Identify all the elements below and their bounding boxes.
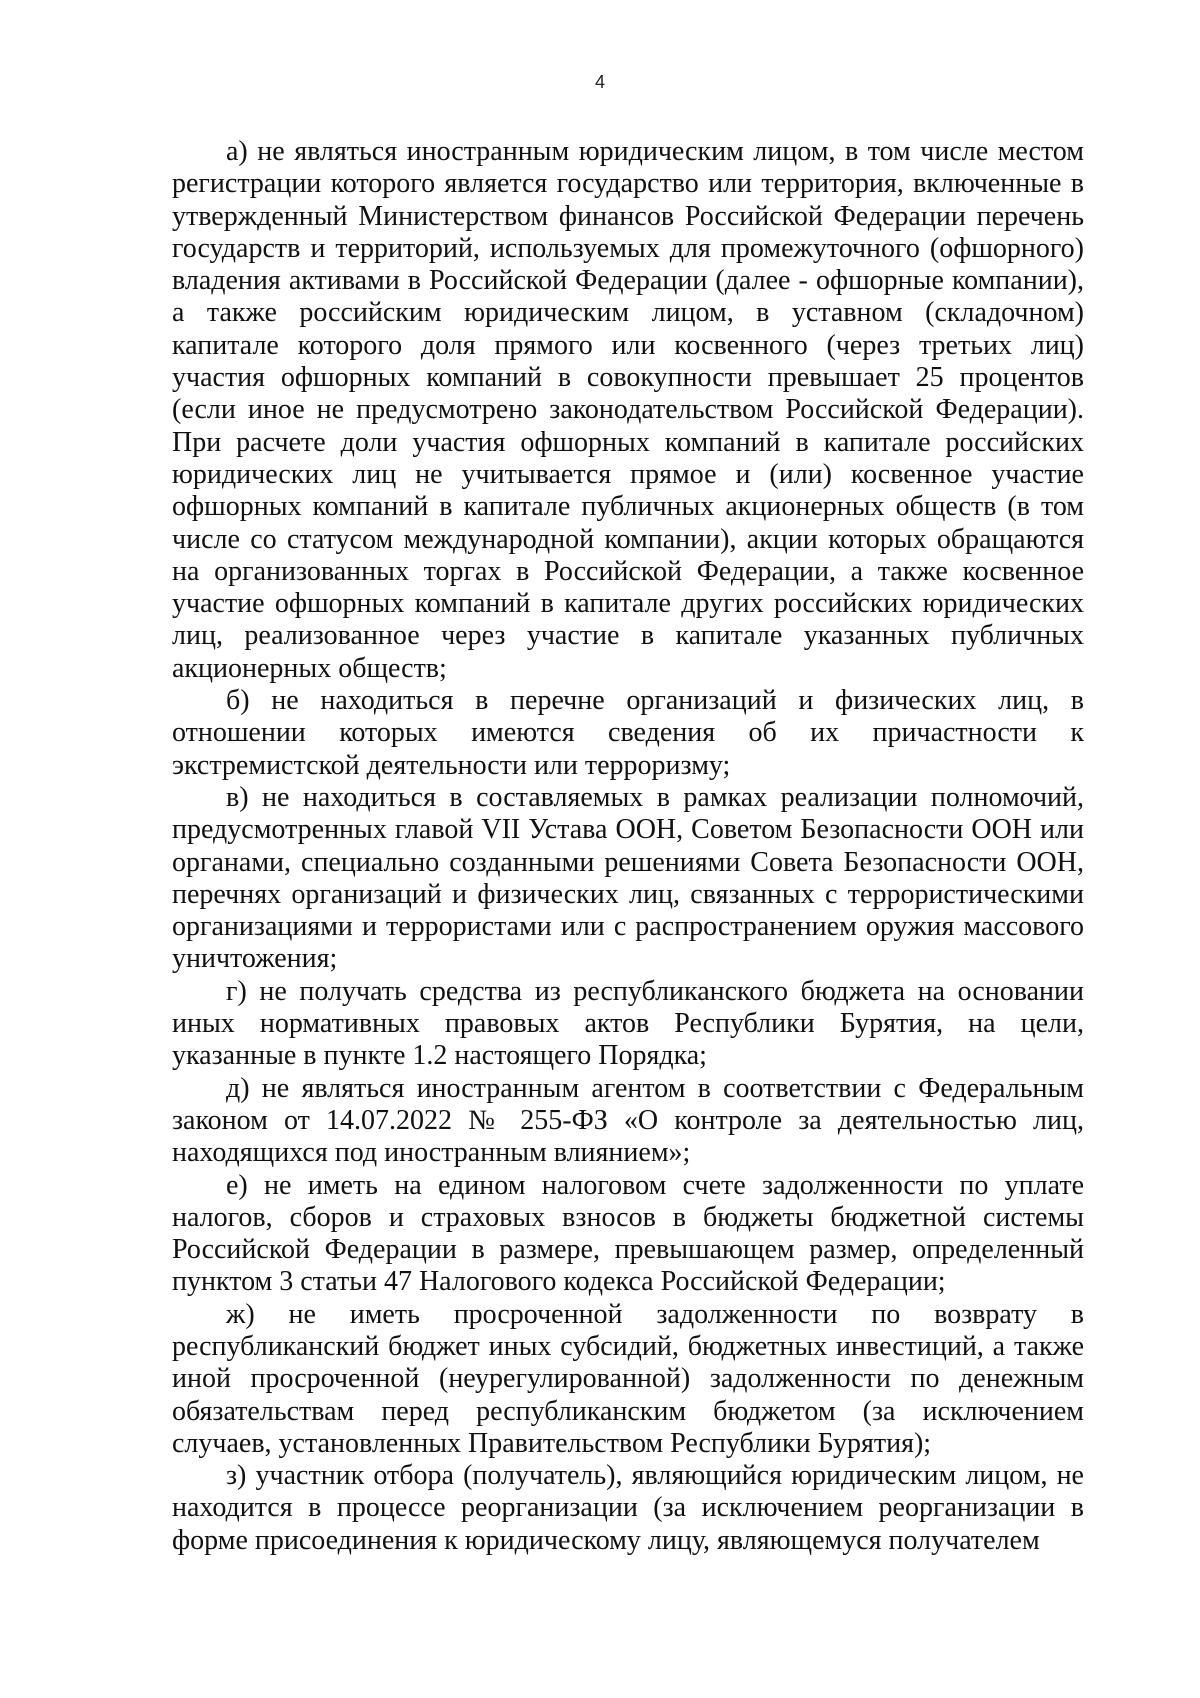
page-number: 4 — [594, 72, 605, 92]
paragraph-v: в) не находиться в составляемых в рамках реализации полномочий, предусмотренных главой VII Устава ООН, Советом Безопасности ООН или органами, специально созданными решениями Совета Безопасности ООН, перечнях организаций и физических лиц, связанных с террористическими организациями и террористами или с распространением оружия массового уничтожения; — [172, 781, 1084, 975]
paragraph-z: з) участник отбора (получатель), являющийся юридическим лицом, не находится в процессе реорганизации (за исключением реорганизации в форме присоединения к юридическому лицу, являющемуся получателем — [172, 1460, 1084, 1556]
paragraph-zh: ж) не иметь просроченной задолженности по возврату в республиканский бюджет иных субсидий, бюджетных инвестиций, а также иной просроченной (неурегулированной) задолженности по денежным обязательствам перед республиканским бюджетом (за исключением случаев, установленных Правительством Республики Бурятия); — [172, 1298, 1084, 1459]
paragraph-e: е) не иметь на едином налоговом счете задолженности по уплате налогов, сборов и страховых взносов в бюджеты бюджетной системы Российской Федерации в размере, превышающем размер, определенный пунктом 3 статьи 47 Налогового кодекса Российской Федерации; — [172, 1169, 1084, 1298]
document-body — [172, 136, 1084, 1557]
paragraph-a: а) не являться иностранным юридическим лицом, в том числе местом регистрации которого является государство или территория, включенные в утвержденный Министерством финансов Российской Федерации перечень государств и территорий, используемых для промежуточного (офшорного) владения активами в Российской Федерации (далее - офшорные компании), а также российским юридическим лицом, в уставном (складочном) капитале которого доля прямого или косвенного (через третьих лиц) участия офшорных компаний в совокупности превышает 25 процентов (если иное не предусмотрено законодательством Российской Федерации). При расчете доли участия офшорных компаний в капитале российских юридических лиц не учитывается прямое и (или) косвенное участие офшорных компаний в капитале публичных акционерных обществ (в том числе со статусом международной компании), акции которых обращаются на организованных торгах в Российской Федерации, а также косвенное участие офшорных компаний в капитале других российских юридических лиц, реализованное через участие в капитале указанных публичных акционерных обществ; — [172, 136, 1084, 684]
paragraph-g: г) не получать средства из республиканского бюджета на основании иных нормативных правовых актов Республики Бурятия, на цели, указанные в пункте 1.2 настоящего Порядка; — [172, 975, 1084, 1072]
paragraph-d: д) не являться иностранным агентом в соответствии с Федеральным законом от 14.07.2022 № 255-ФЗ «О контроле за деятельностью лиц, находящихся под иностранным влиянием»; — [172, 1072, 1084, 1169]
paragraph-b: б) не находиться в перечне организаций и физических лиц, в отношении которых имеются сведения об их причастности к экстремистской деятельности или терроризму; — [172, 685, 1084, 781]
